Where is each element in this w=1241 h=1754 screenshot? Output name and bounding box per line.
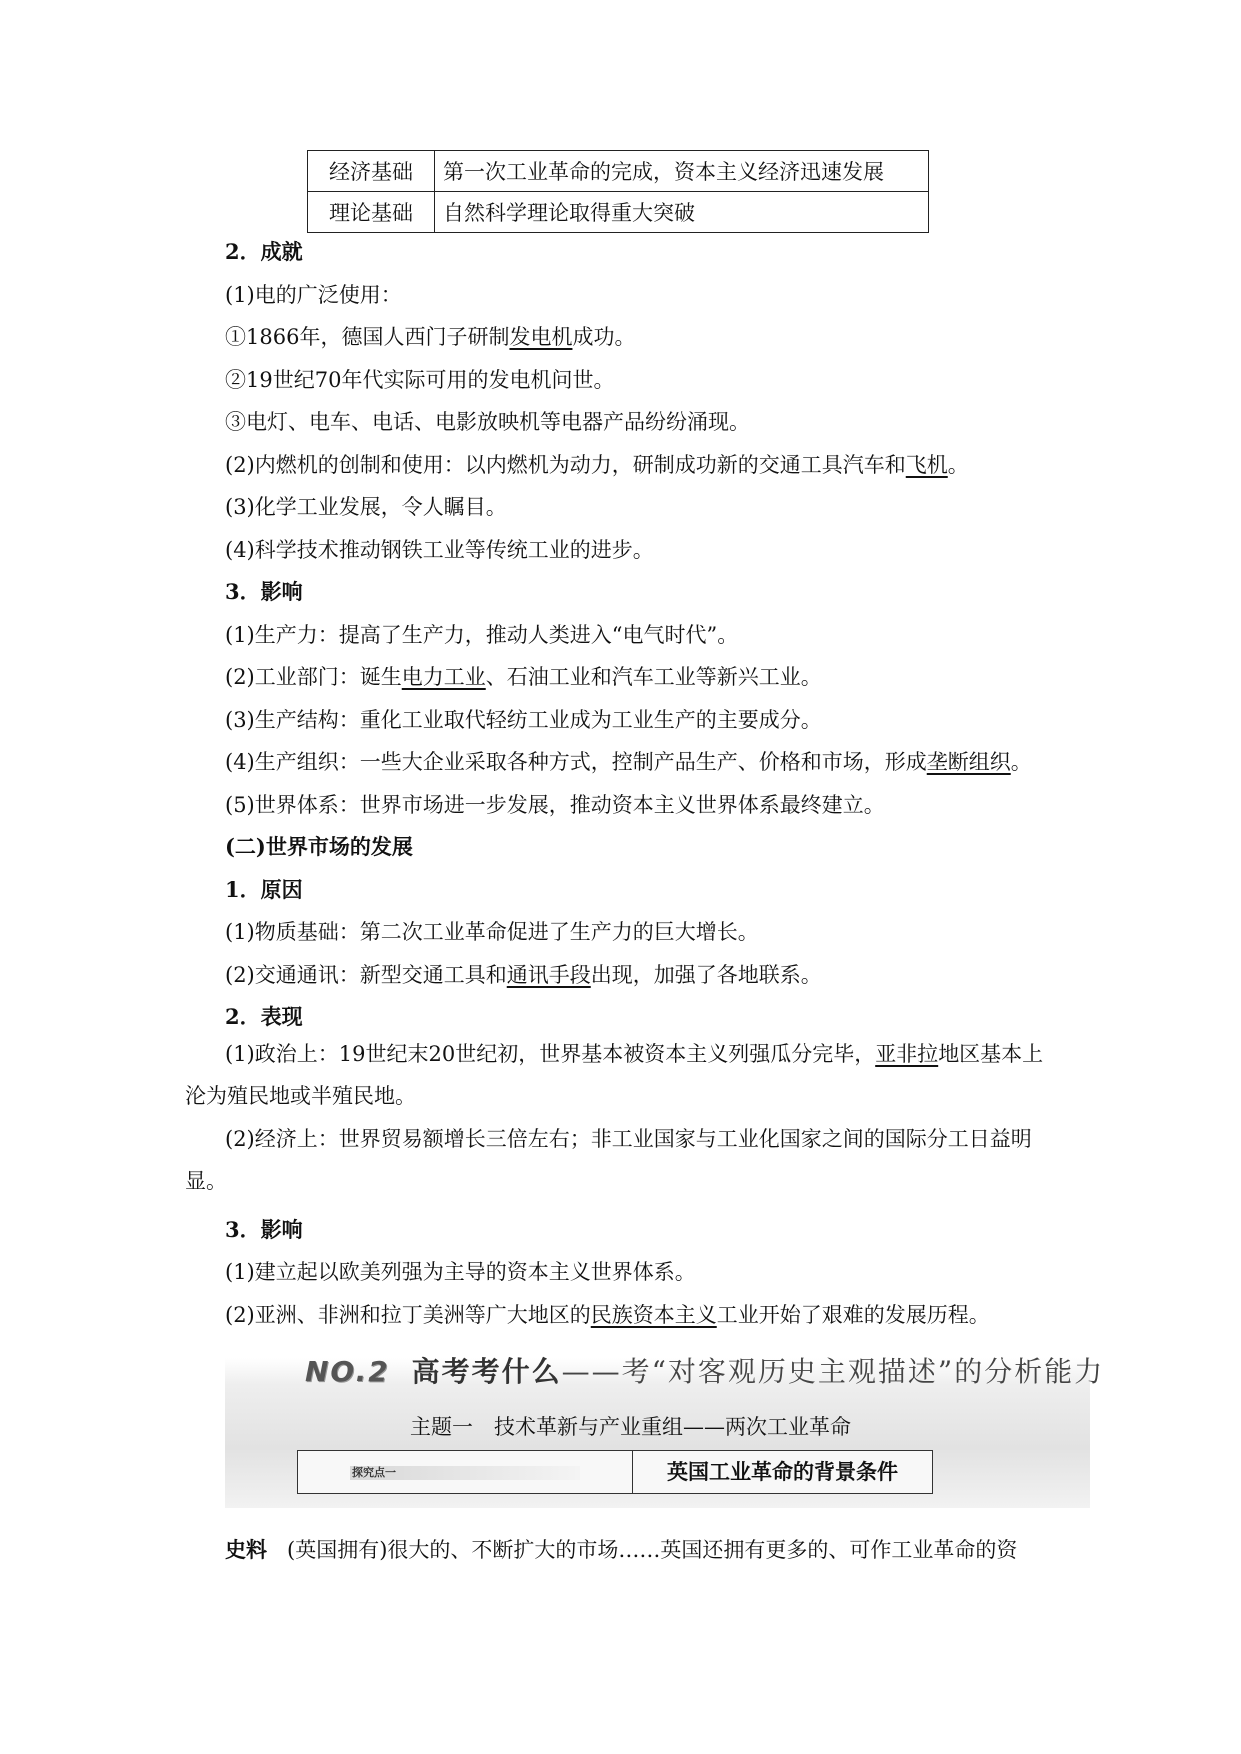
table-value: 自然科学理论取得重大突破 bbox=[435, 192, 929, 233]
impact-item-4: (4)生产组织：一些大企业采取各种方式，控制产品生产、价格和市场，形成垄断组织。 bbox=[225, 750, 1032, 774]
banner-number: NO.2 bbox=[305, 1355, 390, 1388]
probe-label-cell bbox=[298, 1451, 633, 1493]
source-label: 史料 bbox=[225, 1537, 267, 1562]
banner-main-title: 高考考什么 bbox=[411, 1355, 562, 1388]
electric-heading: (1)电的广泛使用： bbox=[225, 283, 402, 307]
electric-item-2: ②19世纪70年代实际可用的发电机问世。 bbox=[225, 368, 615, 392]
cause-item-1: (1)物质基础：第二次工业革命促进了生产力的巨大增长。 bbox=[225, 920, 759, 944]
engine-item: (2)内燃机的创制和使用：以内燃机为动力，研制成功新的交通工具汽车和飞机。 bbox=[225, 453, 969, 477]
steel-item: (4)科学技术推动钢铁工业等传统工业的进步。 bbox=[225, 538, 654, 562]
banner-subtitle: ——考“对客观历史主观描述”的分析能力 bbox=[561, 1355, 1105, 1388]
market-impact-item-2: (2)亚洲、非洲和拉丁美洲等广大地区的民族资本主义工业开始了艰难的发展历程。 bbox=[225, 1303, 990, 1327]
perf-heading: 2．表现 bbox=[225, 1004, 303, 1029]
impact-heading: 3．影响 bbox=[225, 579, 303, 604]
source-text: (英国拥有)很大的、不断扩大的市场……英国还拥有更多的、可作工业革命的资 bbox=[287, 1538, 1018, 1562]
probe-box bbox=[297, 1450, 933, 1494]
table-key: 理论基础 bbox=[308, 192, 435, 233]
table-key: 经济基础 bbox=[308, 151, 435, 192]
impact-item-5: (5)世界体系：世界市场进一步发展，推动资本主义世界体系最终建立。 bbox=[225, 793, 885, 817]
topic-title: 主题一 技术革新与产业重组——两次工业革命 bbox=[410, 1415, 851, 1439]
table-row bbox=[308, 151, 929, 192]
cause-item-2: (2)交通通讯：新型交通工具和通讯手段出现，加强了各地联系。 bbox=[225, 963, 822, 987]
source-line bbox=[225, 1536, 1017, 1564]
perf-item-1: (1)政治上：19世纪末20世纪初，世界基本被资本主义列强瓜分完毕，亚非拉地区基本上沦为殖民地或半殖民地。 bbox=[185, 1042, 1044, 1108]
chem-item: (3)化学工业发展，令人瞩目。 bbox=[225, 495, 507, 519]
banner-title bbox=[305, 1350, 1104, 1390]
impact-item-3: (3)生产结构：重化工业取代轻纺工业成为工业生产的主要成分。 bbox=[225, 708, 822, 732]
probe-title: 英国工业革命的背景条件 bbox=[667, 1459, 898, 1484]
impact-item-2: (2)工业部门：诞生电力工业、石油工业和汽车工业等新兴工业。 bbox=[225, 665, 822, 689]
electric-item-1: ①1866年，德国人西门子研制发电机成功。 bbox=[225, 325, 636, 349]
table-row bbox=[308, 192, 929, 233]
probe-tag: 探究点一 bbox=[350, 1466, 580, 1480]
impact-item-1: (1)生产力：提高了生产力，推动人类进入“电气时代”。 bbox=[225, 623, 739, 647]
market-heading: (二)世界市场的发展 bbox=[225, 834, 413, 859]
market-impact-heading: 3．影响 bbox=[225, 1217, 303, 1242]
perf-item-2: (2)经济上：世界贸易额增长三倍左右；非工业国家与工业化国家之间的国际分工日益明显。 bbox=[185, 1127, 1032, 1193]
table-value: 第一次工业革命的完成，资本主义经济迅速发展 bbox=[435, 151, 929, 192]
cause-heading: 1．原因 bbox=[225, 877, 303, 902]
electric-item-3: ③电灯、电车、电话、电影放映机等电器产品纷纷涌现。 bbox=[225, 410, 750, 434]
market-impact-item-1: (1)建立起以欧美列强为主导的资本主义世界体系。 bbox=[225, 1260, 696, 1284]
achievements-heading: 2．成就 bbox=[225, 239, 303, 264]
basis-table bbox=[307, 150, 929, 233]
